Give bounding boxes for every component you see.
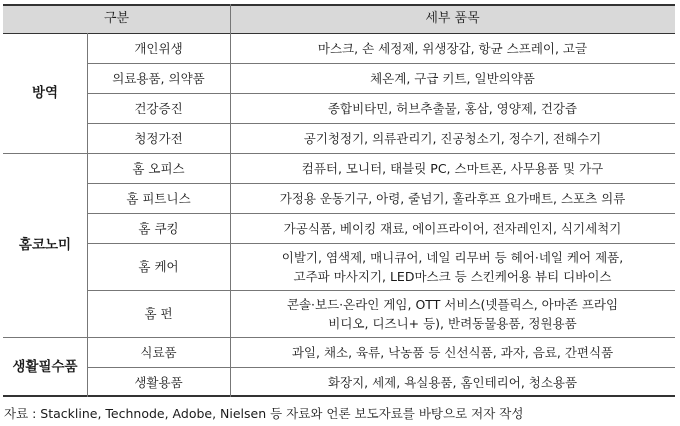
items-line: 과일, 채소, 육류, 낙농품 등 신선식품, 과자, 음료, 간편식품 (291, 344, 614, 360)
subcategory-cell: 건강증진 (134, 100, 183, 116)
items-cell (230, 183, 675, 213)
category-cell: 방역 (31, 84, 59, 101)
items-line: 고주파 마사지기, LED마스크 등 스킨케어용 뷰티 디바이스 (293, 268, 612, 284)
items-line: 마스크, 손 세정제, 위생장갑, 항균 스프레이, 고글 (317, 40, 588, 56)
category-cell: 홈코노미 (18, 236, 72, 253)
items-cell (230, 123, 675, 153)
items-line: 콘솔·보드·온라인 게임, OTT 서비스(넷플릭스, 아마존 프라임 (286, 296, 619, 312)
product-table (3, 4, 675, 398)
subcategory-cell: 홈 오피스 (132, 160, 185, 176)
column-divider-1 (87, 33, 88, 397)
items-line: 종합비타민, 허브추출물, 홍삼, 영양제, 건강즙 (327, 100, 578, 116)
items-line: 체온계, 구급 키트, 일반의약품 (370, 70, 535, 86)
header-category: 구분 (3, 4, 230, 33)
subcategory-cell: 식료품 (140, 344, 177, 360)
column-divider-2 (230, 4, 231, 397)
items-cell (230, 33, 675, 63)
table-top-border (3, 4, 675, 6)
items-cell (230, 367, 675, 397)
items-line: 가공식품, 베이킹 재료, 에이프라이어, 전자레인지, 식기세척기 (283, 220, 622, 236)
subcategory-cell: 홈 쿠킹 (138, 220, 179, 236)
subcategory-cell: 홈 케어 (138, 259, 179, 274)
subcategory-cell: 홈 피트니스 (126, 190, 191, 206)
items-cell (230, 153, 675, 183)
items-cell (230, 213, 675, 243)
subcategory-cell: 개인위생 (134, 40, 183, 56)
source-caption: 자료 : Stackline, Technode, Adobe, Nielsen 등 자료와 언론 보도자료를 바탕으로 저자 작성 (4, 406, 524, 421)
subcategory-cell: 생활용품 (134, 374, 183, 390)
items-cell (230, 93, 675, 123)
items-line: 비디오, 디즈니+ 등), 반려동물용품, 정원용품 (328, 315, 577, 331)
items-cell (230, 337, 675, 367)
items-cell (230, 243, 675, 290)
items-line: 컴퓨터, 모니터, 태블릿 PC, 스마트폰, 사무용품 및 가구 (301, 160, 604, 176)
items-cell (230, 290, 675, 337)
header-bottom-border (3, 33, 675, 34)
items-line: 가정용 운동기구, 아령, 줄넘기, 훌라후프 요가매트, 스포츠 의류 (279, 190, 626, 206)
subcategory-cell: 홈 펀 (144, 306, 173, 321)
subcategory-cell: 의료용품, 의약품 (112, 70, 205, 86)
items-line: 공기청정기, 의류관리기, 진공청소기, 정수기, 전해수기 (303, 130, 602, 146)
items-line: 화장지, 세제, 욕실용품, 홈인테리어, 청소용품 (327, 374, 578, 390)
items-cell (230, 63, 675, 93)
group-divider (3, 395, 675, 397)
subcategory-cell: 청정가전 (134, 130, 183, 146)
header-items: 세부 품목 (230, 4, 675, 33)
items-line: 이발기, 염색제, 매니큐어, 네일 리무버 등 헤어·네일 케어 제품, (281, 249, 624, 265)
category-cell: 생활필수품 (12, 358, 78, 375)
